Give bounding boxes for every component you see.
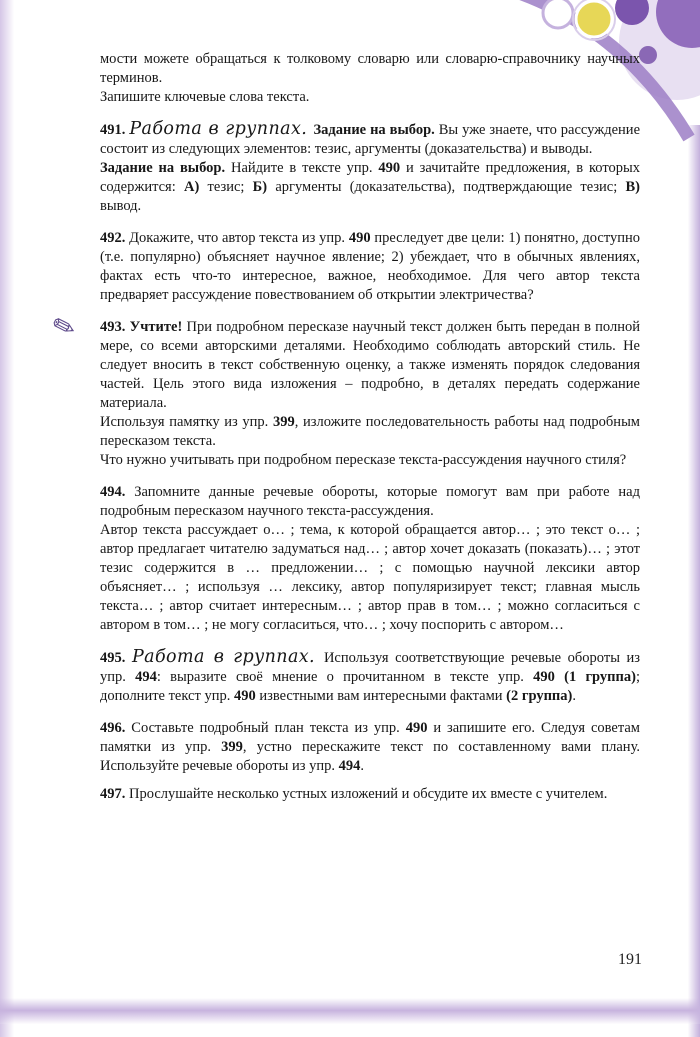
intro-task-line: Запишите ключевые слова текста. bbox=[100, 89, 310, 105]
speech-patterns-paragraph: Автор текста рассуждает о… ; тема, к которой обращается автор… ; это текст о… ; автор предлагает читателю задуматься над… ; автор хочет доказать (показать)… ; этот тезис содержится в … предложении… ; с помощью научной лексики автор объясняет… ; используя … лексику, автор популяризирует текст; главная мысль текста… ; автор считает интересным… ; автор прав в том… ; можно согласиться с автором в том… ; не могу согласиться, что… ; хочу поспорить с автором… bbox=[100, 522, 640, 633]
exercise-492 bbox=[100, 229, 640, 305]
intro-paragraph-continued: мости можете обращаться к толковому словарю или словарю-справочнику научных терминов. bbox=[100, 51, 640, 86]
exercise-494 bbox=[100, 483, 640, 521]
exercise-496 bbox=[100, 719, 640, 776]
exercise-491-intro: 491. Работа в группах. Задание на выбор. Вы уже знаете, что рассуждение состоит из следующих элементов: тезис, аргументы (доказательства) и выводы. bbox=[100, 119, 640, 157]
exercise-497 bbox=[100, 785, 640, 804]
exercise-491 bbox=[100, 120, 640, 216]
exercise-495 bbox=[100, 648, 640, 706]
exercise-494-text: 494. Запомните данные речевые обороты, которые помогут вам при работе над подробным пересказом научного текста-рассуждения. bbox=[100, 484, 640, 519]
left-border-decoration bbox=[0, 0, 15, 1037]
exercise-491-task: Задание на выбор. Найдите в тексте упр. 490 и зачитайте предложения, в которых содержится: А) тезис; Б) аргументы (доказательства), подтверждающие тезис; В) вывод. bbox=[100, 160, 641, 214]
exercise-496-text: 496. Составьте подробный план текста из упр. 490 и запишите его. Следуя советам памятки из упр. 399, устно перескажите текст по составленному вами плану. Используйте речевые обороты из упр. 494. bbox=[100, 720, 640, 774]
exercise-495-text: 495. Работа в группах. Используя соответствующие речевые обороты из упр. 494: выразите своё мнение о прочитанном в тексте упр. 490 (1 группа); дополните текст упр. 490 известными вам интересными фактами (2 группа). bbox=[100, 647, 641, 704]
exercise-493-task-1: Используя памятку из упр. 399, изложите последовательность работы над подробным пересказом текста. bbox=[100, 414, 640, 449]
right-border-decoration bbox=[687, 125, 700, 1037]
page-number: 191 bbox=[618, 951, 642, 968]
exercise-493-task-2: Что нужно учитывать при подробном пересказе текста-рассуждения научного стиля? bbox=[100, 452, 627, 468]
exercise-493 bbox=[48, 309, 640, 470]
text-column bbox=[48, 50, 641, 804]
exercise-493-note: 493. Учтите! При подробном пересказе научный текст должен быть передан в полной мере, со всеми авторскими деталями. Необходимо соблюдать авторский стиль. Не следует вносить в текст собственную оценку, а также изменять порядок следования частей. Цель этого вида изложения – подробно, в деталях передать содержание материала. bbox=[100, 319, 640, 411]
bottom-border-decoration bbox=[0, 998, 700, 1024]
exercise-492-text: 492. Докажите, что автор текста из упр. 490 преследует две цели: 1) понятно, доступно (т.е. популярно) объясняет научное явление; 2) убеждает, что в обычных явлениях, фактах есть что-то интересное, важное, необходимое. Для чего автор текста предваряет рассуждение повествованием об открытии электричества? bbox=[100, 230, 641, 303]
exercise-497-text: 497. Прослушайте несколько устных изложений и обсудите их вместе с учителем. bbox=[100, 786, 608, 802]
pen-icon: ✎ bbox=[48, 309, 80, 346]
